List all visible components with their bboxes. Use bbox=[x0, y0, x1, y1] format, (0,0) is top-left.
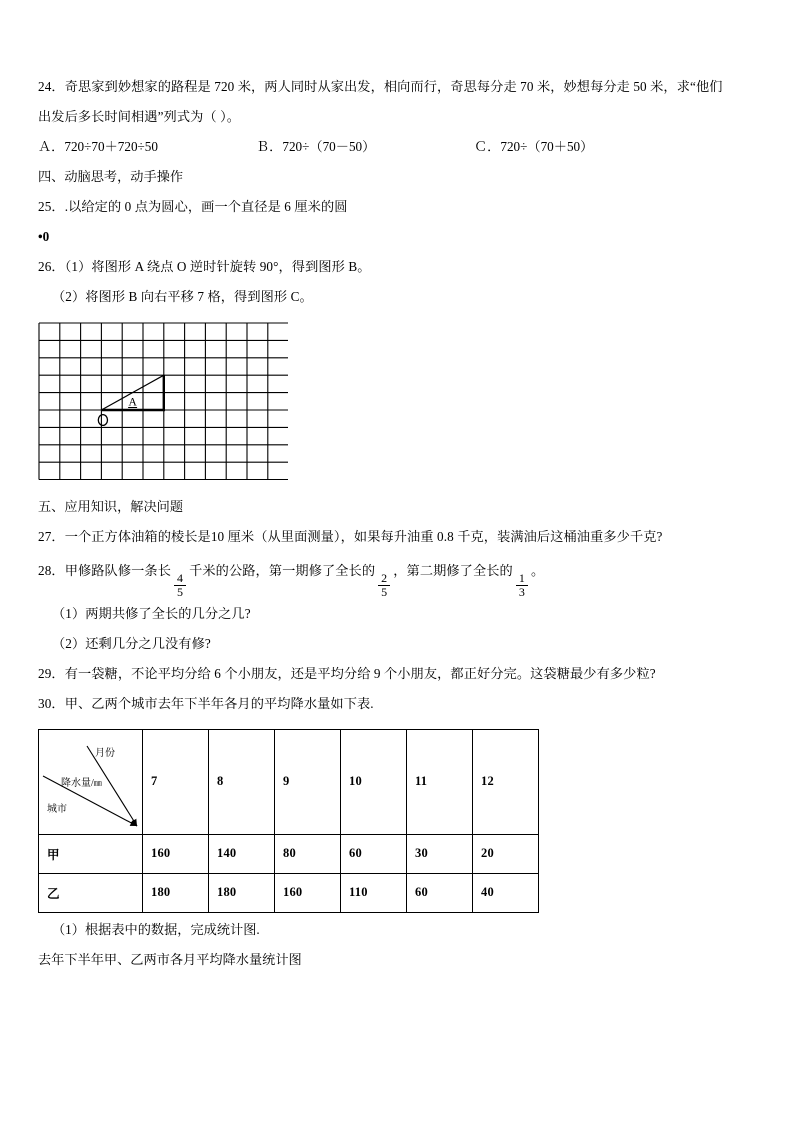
table-cell: 160 bbox=[143, 834, 209, 873]
option-b[interactable]: Ｂ．720÷（70－50） bbox=[256, 139, 376, 154]
question-26-sub2 bbox=[38, 282, 764, 312]
table-cell: 180 bbox=[143, 873, 209, 912]
question-27-number: 27． bbox=[38, 529, 65, 544]
table-cell: 60 bbox=[341, 834, 407, 873]
question-26-sub1 bbox=[38, 252, 764, 282]
fraction-numerator: 2 bbox=[381, 571, 388, 586]
chart-caption bbox=[38, 945, 764, 975]
table-cell: 30 bbox=[407, 834, 473, 873]
chart-caption-text: 去年下半年甲、乙两市各月平均降水量统计图 bbox=[38, 951, 302, 967]
question-25-text: .以给定的 0 点为圆心，画一个直径是 6 厘米的圆 bbox=[64, 199, 348, 214]
table-header-month-9: 9 bbox=[275, 729, 341, 834]
table-cell: 40 bbox=[473, 873, 539, 912]
corner-label-precipitation-text: 降水量/ bbox=[61, 777, 94, 789]
question-30-number: 30． bbox=[38, 695, 65, 711]
table-header-month-10: 10 bbox=[341, 729, 407, 834]
corner-label-precipitation bbox=[61, 774, 102, 789]
question-24-line2: 出发后多长时间相遇”列式为（ ）。 bbox=[38, 109, 241, 124]
table-row bbox=[39, 834, 539, 873]
precipitation-table bbox=[38, 729, 539, 913]
table-header-month-11: 11 bbox=[407, 729, 473, 834]
table-cell: 80 bbox=[275, 834, 341, 873]
table-header-month-7: 7 bbox=[143, 729, 209, 834]
question-28-sub2 bbox=[38, 629, 764, 659]
question-29 bbox=[38, 659, 764, 689]
corner-label-unit: ㎜ bbox=[93, 778, 102, 788]
table-header-month-12: 12 bbox=[473, 729, 539, 834]
table-header-month-8: 8 bbox=[209, 729, 275, 834]
question-27-text: 一个正方体油箱的棱长是10 厘米（从里面测量），如果每升油重 0.8 千克，装满油后这桶油重多少千克? bbox=[64, 529, 663, 544]
question-28-sub1-text: （1）两期共修了全长的几分之几? bbox=[52, 605, 251, 621]
question-28 bbox=[38, 552, 764, 599]
fraction-numerator: 1 bbox=[518, 571, 525, 586]
fraction-denominator: 3 bbox=[516, 585, 528, 599]
question-27 bbox=[38, 522, 764, 552]
question-26-number: 26． bbox=[38, 259, 65, 274]
question-28-sub1 bbox=[38, 599, 764, 629]
precipitation-table-wrapper bbox=[38, 729, 764, 913]
fraction-denominator: 5 bbox=[174, 585, 186, 599]
question-25 bbox=[38, 192, 764, 222]
table-cell: 160 bbox=[275, 873, 341, 912]
fraction-one-third bbox=[516, 572, 528, 598]
table-cell: 60 bbox=[407, 873, 473, 912]
corner-label-city: 城市 bbox=[47, 803, 67, 815]
question-26-sub1-text: （1）将图形 A 绕点 O 逆时针旋转 90°，得到图形 B。 bbox=[64, 259, 371, 274]
table-cell: 110 bbox=[341, 873, 407, 912]
grid-svg bbox=[38, 322, 288, 480]
question-24-options bbox=[38, 132, 764, 162]
fraction-denominator: 5 bbox=[378, 585, 390, 599]
question-28-sub2-text: （2）还剩几分之几没有修? bbox=[52, 635, 211, 651]
question-24-number: 24． bbox=[38, 79, 65, 94]
corner-cell-inner bbox=[39, 730, 142, 834]
table-row-label-0: 甲 bbox=[39, 834, 143, 873]
question-29-text: 有一袋糖，不论平均分给 6 个小朋友，还是平均分给 9 个小朋友，都正好分完。这袋糖最少有多少粒? bbox=[64, 665, 656, 681]
page-content bbox=[38, 72, 764, 975]
fraction-four-fifths bbox=[174, 572, 186, 598]
table-row bbox=[39, 873, 539, 912]
option-a[interactable]: Ａ．720÷70＋720÷50 bbox=[38, 139, 158, 154]
origin-point-marker-icon bbox=[98, 415, 107, 426]
question-30-sub1-text: （1）根据表中的数据，完成统计图. bbox=[52, 921, 260, 937]
table-header-row bbox=[39, 729, 539, 834]
question-28-part-c: ，第二期修了全长的 bbox=[393, 563, 513, 578]
fraction-numerator: 4 bbox=[177, 571, 184, 586]
section-five-heading: 五、应用知识，解决问题 bbox=[38, 499, 184, 514]
question-24 bbox=[38, 72, 764, 132]
table-cell: 180 bbox=[209, 873, 275, 912]
question-30-sub1 bbox=[38, 915, 764, 945]
question-28-number: 28． bbox=[38, 563, 65, 578]
question-25-point-mark: •0 bbox=[38, 229, 50, 244]
fraction-two-fifths bbox=[378, 572, 390, 598]
table-corner-cell bbox=[39, 729, 143, 834]
table-cell: 140 bbox=[209, 834, 275, 873]
table-cell: 20 bbox=[473, 834, 539, 873]
table-row-label-1: 乙 bbox=[39, 873, 143, 912]
question-28-part-b: 千米的公路，第一期修了全长的 bbox=[189, 563, 376, 578]
question-28-part-d: 。 bbox=[530, 563, 545, 578]
question-30-text: 甲、乙两个城市去年下半年各月的平均降水量如下表. bbox=[64, 695, 374, 711]
shape-label-A: A bbox=[128, 396, 137, 409]
question-30 bbox=[38, 689, 764, 719]
question-24-line1: 奇思家到妙想家的路程是 720 米，两人同时从家出发，相向而行，奇思每分走 70 米，妙想每分走 50 米，求“他们 bbox=[64, 79, 723, 94]
question-25-number: 25． bbox=[38, 199, 65, 214]
rotation-grid-figure bbox=[38, 322, 288, 480]
question-28-part-a: 甲修路队修一条长 bbox=[64, 563, 171, 578]
question-29-number: 29． bbox=[38, 665, 65, 681]
question-26-sub2-text: （2）将图形 B 向右平移 7 格，得到图形 C。 bbox=[52, 289, 313, 304]
corner-label-month: 月份 bbox=[95, 747, 115, 759]
option-c[interactable]: Ｃ．720÷（70＋50） bbox=[474, 139, 594, 154]
section-four-heading: 四、动脑思考，动手操作 bbox=[38, 169, 184, 184]
